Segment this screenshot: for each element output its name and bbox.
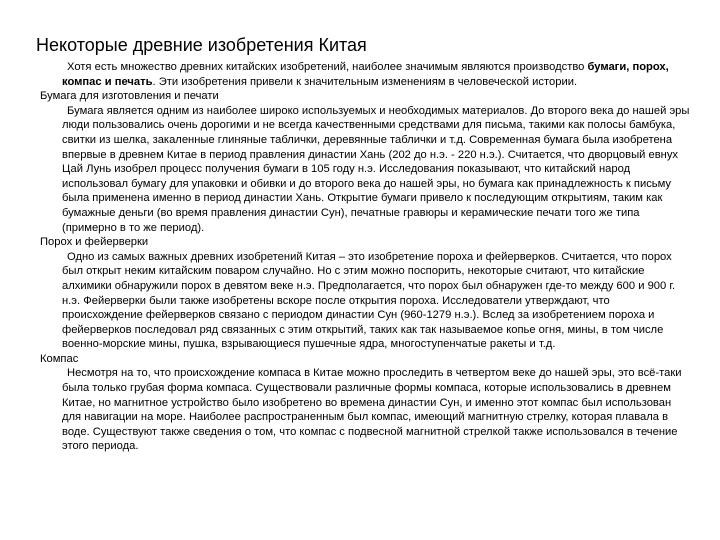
section-text-gunpowder: Одно из самых важных древних изобретений Китая – это изобретение пороха и фейерверков. Считается, что порох был открыт неким китайским поваром случайно. Но с этим можно поспорить, некоторые считают, что китайские алхимики обнаружили порох в девятом веке н.э. Предполагается, что порох был обнаружен где-то между 600 и 900 г. н.э. Фейерверки были также изобретены вскоре после открытия пороха. Исследователи утверждают, что происхождение фейерверков связано с периодом династии Сун (960-1279 н.э.). Вслед за изобретением пороха и фейерверков последовал ряд связанных с этим открытий, таких как так называемое копье огня, мины, в том числе военно-морские мины, пушка, взрывающиеся пушечные ядра, многоступенчатые ракеты и т.д. [62,250,676,351]
section-heading-paper: Бумага для изготовления и печати [40,90,219,103]
section-heading-compass: Компас [40,352,79,365]
intro-text-after: . Эти изобретения привели к значительным изменениям в человеческой истории. [152,75,578,88]
section-text-compass: Несмотря на то, что происхождение компаса в Китае можно проследить в четвертом веке до нашей эры, это всё-таки была только грубая форма компаса. Существовали различные формы компаса, которые использовались в древнем Китае, но магнитное устройство было изобретено во времена династии Сун, и именно этот компас был использован для навигации на море. Наиболее распространенным был компас, имеющий магнитную стрелку, которая плавала в воде. Существуют также сведения о том, что компас с подвесной магнитной стрелкой также использовался в течение этого периода. [62,367,682,453]
section-text-paper: Бумага является одним из наиболее широко используемых и необходимых материалов. До второго века до нашей эры люди пользовались очень дорогими и не всегда качественными средствами для письма, такими как полосы бамбука, свитки из шелка, закаленные глиняные таблички, деревянные таблички и т.д. Современная бумага была изобретена впервые в древнем Китае в период правления династии Хань (202 до н.э. - 220 н.э.). Считается, что дворцовый евнух Цай Лунь изобрел процесс получения бумаги в 105 году н.э. Исследования показывают, что китайский народ использовал бумагу для упаковки и обивки и до второго века до нашей эры, но бумага как принадлежность к письму была применена именно в период династии Хань. Открытие бумаги привело к последующим открытиям, таким как бумажные деньги (во время правления династии Сун), печатные гравюры и керамические печати того же типа (примерно в то же период). [62,104,690,234]
intro-paragraph [40,60,690,89]
slide-body [40,60,690,454]
slide-title: Некоторые древние изобретения Китая [36,35,367,55]
intro-text-before: Хотя есть множество древних китайских изобретений, наиболее значимым являются производство [67,61,588,73]
intro-text-bold: бумаги, порох, компас и печать [62,61,669,88]
section-heading-gunpowder: Порох и фейерверки [40,236,149,249]
